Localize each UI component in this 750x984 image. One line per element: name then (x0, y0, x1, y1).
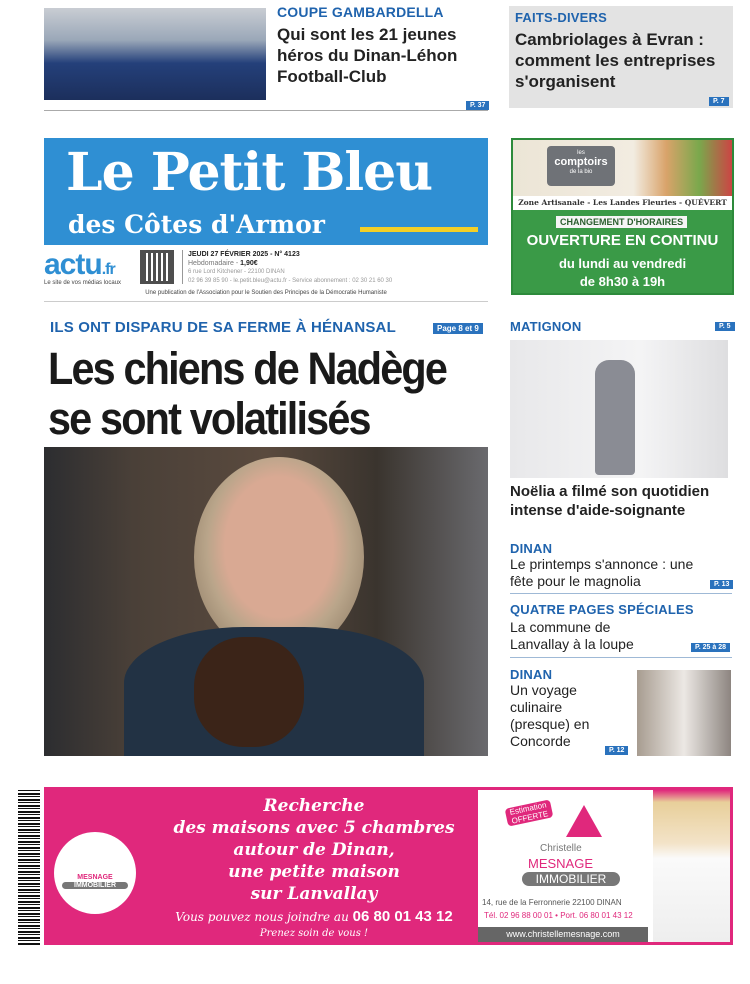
story-link[interactable]: La commune de Lanvallay à la loupe (510, 619, 634, 652)
page-badge: P. 5 (715, 322, 735, 331)
main-kicker: ILS ONT DISPARU DE SA FERME À HÉNANSAL (50, 319, 396, 336)
football-team-photo (44, 8, 266, 100)
kicker: DINAN (510, 667, 553, 682)
headline-link[interactable]: Cambriolages à Evran : comment les entreprises s'organisent (515, 30, 716, 91)
estimation-badge: Estimation OFFERTE (505, 799, 554, 826)
page-badge: Page 8 et 9 (433, 323, 483, 334)
kicker: COUPE GAMBARDELLA (277, 4, 444, 20)
chef-photo (637, 670, 731, 756)
barcode (18, 790, 40, 945)
ad-mesnage[interactable]: MESNAGE IMMOBILIER Recherche des maisons avec 5 chambres autour de Dinan, une petite maison sur Lanvallay Vous pouvez nous joindre au 06 80 01 43 12 Prenez soin de vous ! Estimation OFFERTE Christelle MESNAGE IMMOBILIER 14, rue de la Ferronnerie 22100 DINAN Tél. 02 96 88 00 01 • Port. 06 80 01 43 12 www.christellemesnage.com (44, 787, 733, 945)
masthead (44, 138, 488, 245)
kicker: FAITS-DIVERS (515, 10, 607, 25)
story-link[interactable]: Noëlia a filmé son quotidien intense d'aide-soignante (510, 483, 710, 519)
publisher: Une publication de l'Association pour le Soutien des Principes de la Démocratie Humaniste (145, 290, 387, 296)
website-link[interactable]: www.christellemesnage.com (478, 927, 648, 942)
headline-link[interactable]: Qui sont les 21 jeunes héros du Dinan-Léhon Football-Club (277, 25, 458, 86)
ad-headline: OUVERTURE EN CONTINU (526, 232, 719, 249)
page-badge: P. 12 (605, 746, 628, 755)
issue-date: JEUDI 27 FÉVRIER 2025 - N° 4123 (188, 251, 300, 258)
nurse-photo (510, 340, 728, 478)
ad-notice: CHANGEMENT D'HORAIRES (556, 216, 687, 228)
brand-tagline: Le site de vos médias locaux (44, 280, 122, 286)
yellow-bar (360, 227, 478, 232)
main-headline[interactable]: Les chiens de Nadège se sont volatilisés (48, 343, 447, 444)
agent-photo (653, 790, 730, 942)
address: 6 rue Lord Kitchener - 22100 DINAN (188, 269, 285, 275)
masthead-title: Le Petit Bleu (66, 142, 433, 203)
ad-location: Zone Artisanale - Les Landes Fleuries - QUÉVERT (513, 196, 732, 210)
story-link[interactable]: Le printemps s'annonce : une fête pour le magnolia (510, 556, 694, 589)
story-link[interactable]: Un voyage culinaire (presque) en Concorde (510, 682, 590, 749)
page-badge: P. 7 (709, 97, 729, 106)
contact: 02 96 39 85 90 - le.petit.bleu@actu.fr - Service abonnement : 02 30 21 60 30 (188, 278, 393, 284)
main-photo-woman-dog (44, 447, 488, 756)
masthead-subtitle: des Côtes d'Armor (68, 210, 325, 239)
page-badge: P. 13 (710, 580, 733, 589)
actu-logo[interactable]: actu.fr (44, 248, 115, 281)
kicker: QUATRE PAGES SPÉCIALES (510, 602, 694, 617)
kicker: MATIGNON (510, 319, 582, 334)
qr-code-icon[interactable] (140, 250, 174, 284)
page-badge: P. 25 à 28 (691, 643, 730, 652)
kicker: DINAN (510, 541, 553, 556)
ad-comptoirs-bio[interactable]: les comptoirs de la bio Zone Artisanale - Les Landes Fleuries - QUÉVERT CHANGEMENT D'HORAIRES OUVERTURE EN CONTINU du lundi au vendredi de 8h30 à 19h (511, 138, 734, 295)
page-badge: P. 37 (466, 101, 489, 110)
